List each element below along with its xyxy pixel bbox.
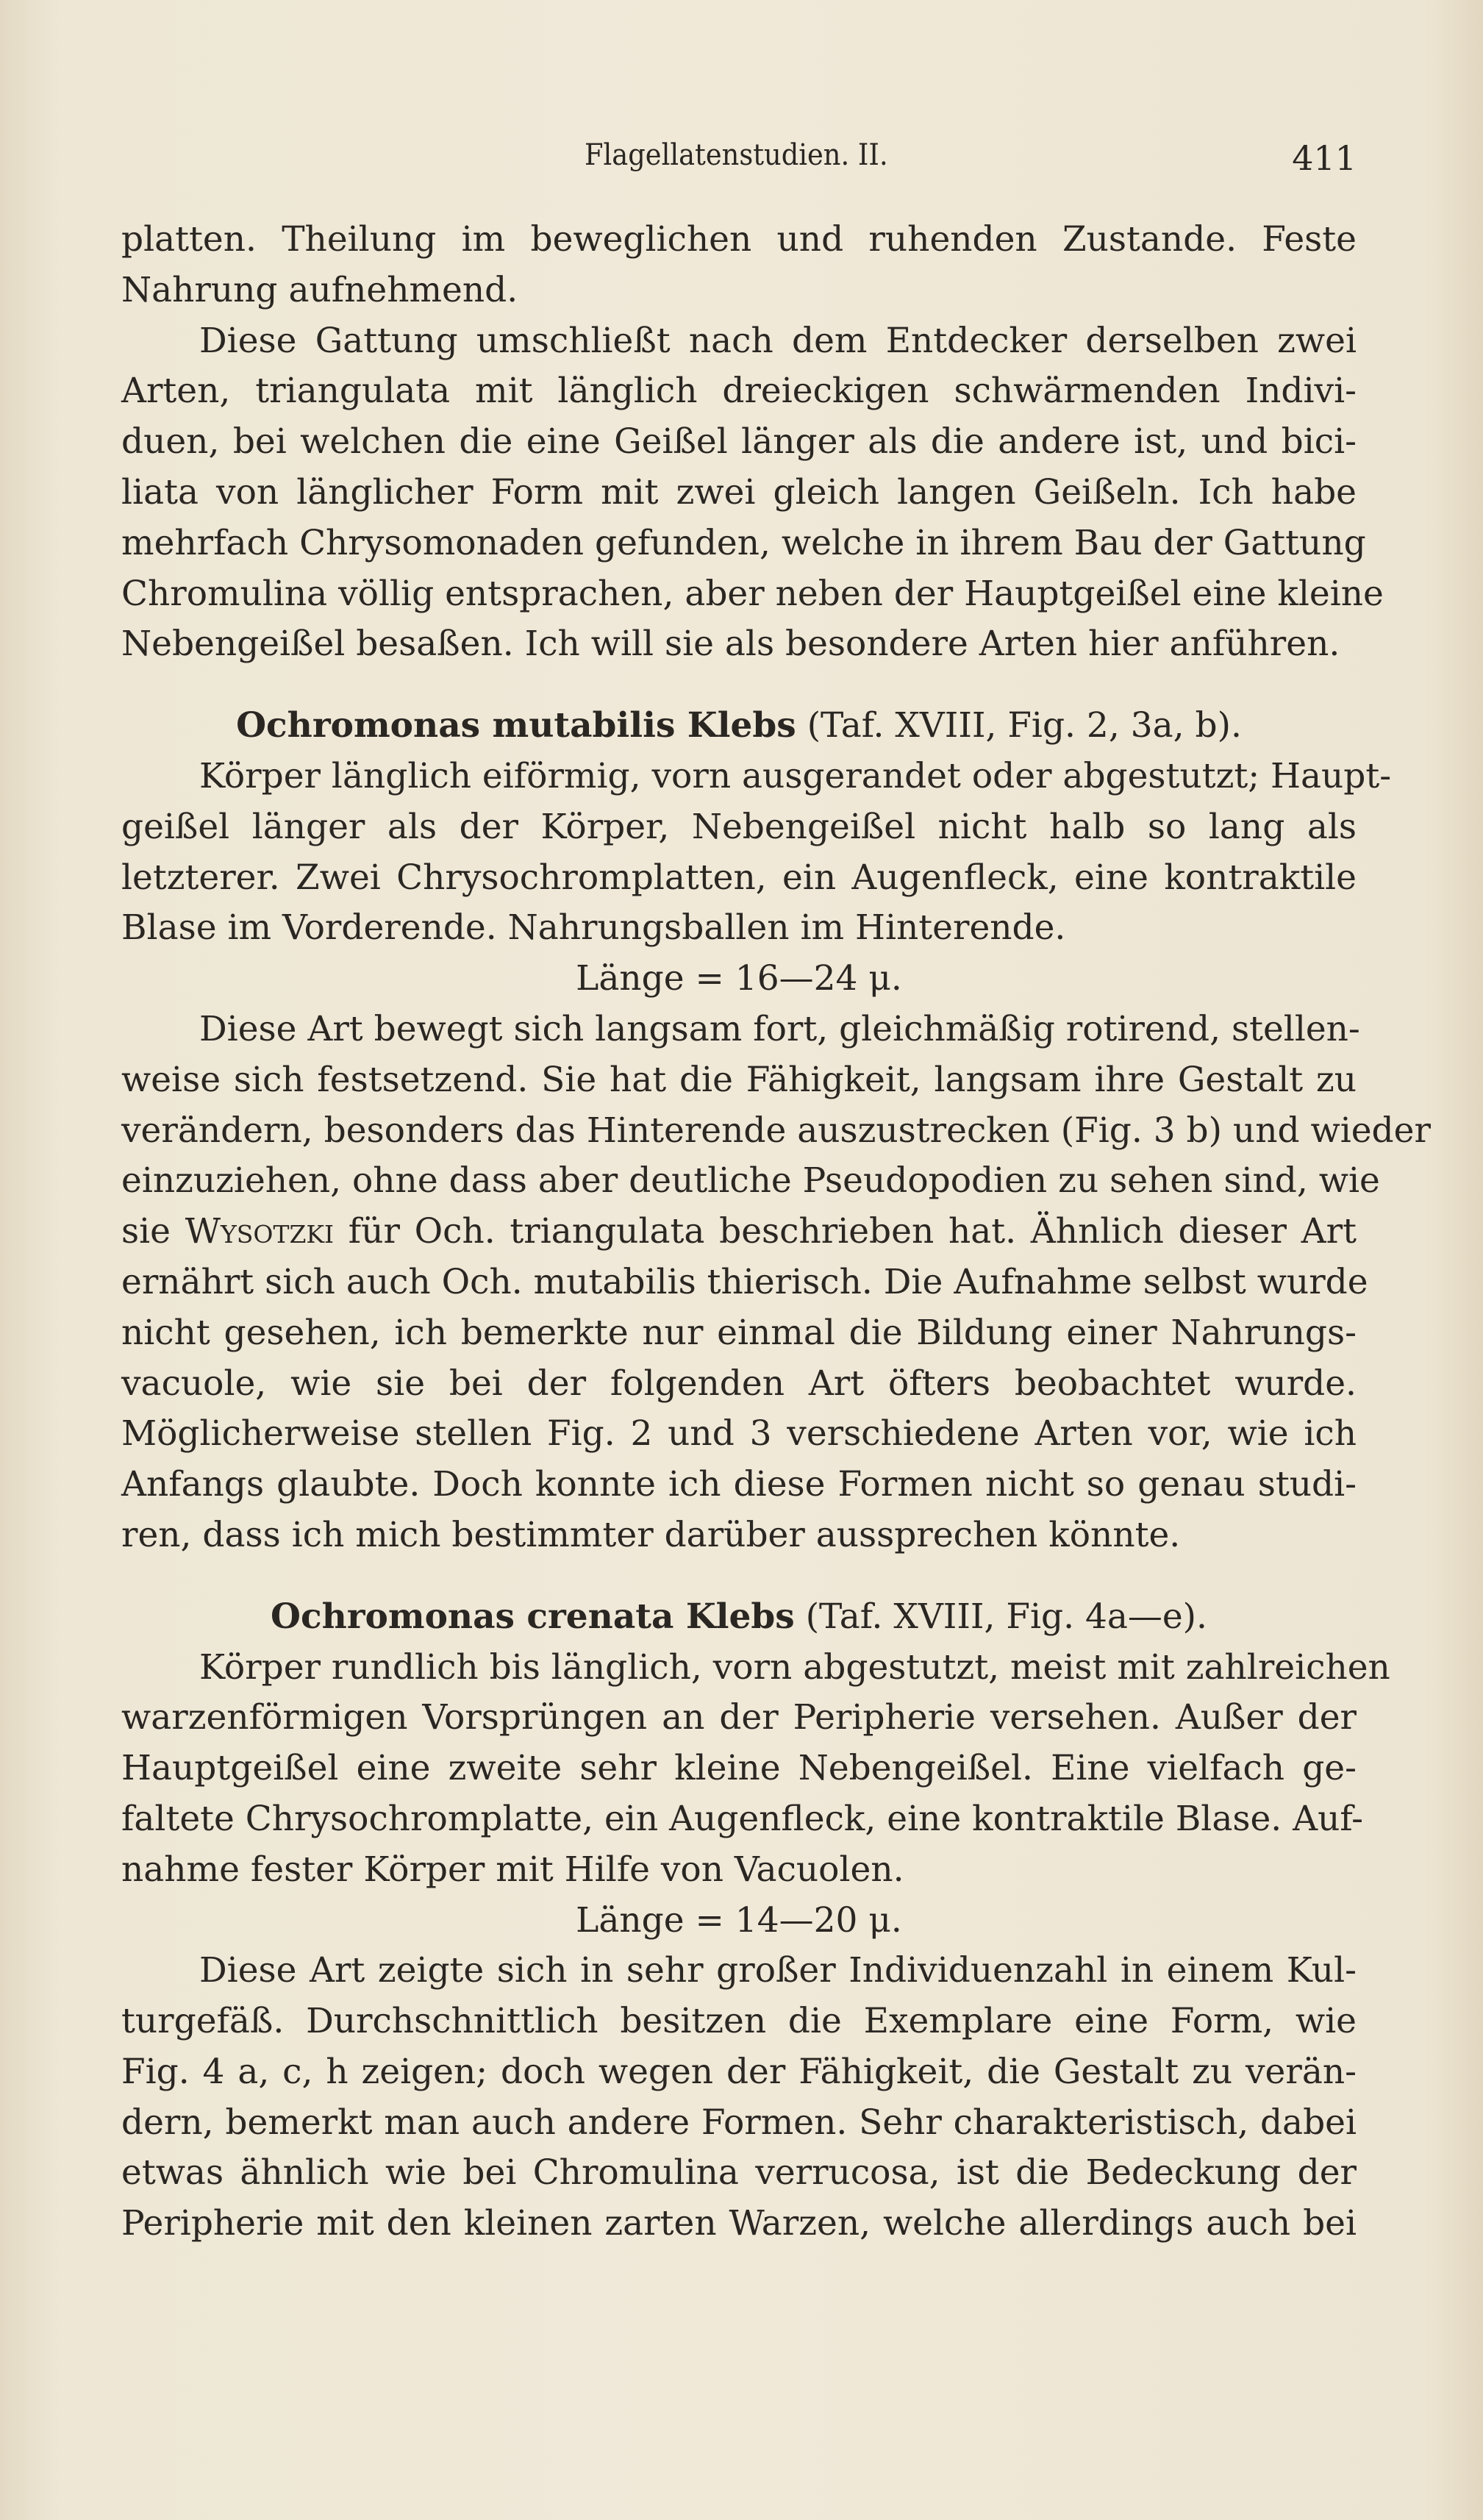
text-line: Diese Art zeigte sich in sehr großer Individuenzahl in einem Kul- bbox=[199, 1950, 1357, 1991]
page-number: 411 bbox=[1292, 138, 1357, 178]
text-line: Möglicherweise stellen Fig. 2 und 3 verschiedene Arten vor, wie ich bbox=[121, 1413, 1357, 1454]
text-line: nahme fester Körper mit Hilfe von Vacuolen. bbox=[121, 1849, 904, 1890]
text-line: Diese Gattung umschließt nach dem Entdecker derselben zwei bbox=[199, 320, 1357, 361]
text-line: ernährt sich auch Och. mutabilis thierisch. Die Aufnahme selbst wurde bbox=[121, 1261, 1368, 1302]
text-line: einzuziehen, ohne dass aber deutliche Pseudopodien zu sehen sind, wie bbox=[121, 1160, 1380, 1202]
text-line: Nahrung aufnehmend. bbox=[121, 269, 518, 310]
text-line: mehrfach Chrysomonaden gefunden, welche in ihrem Bau der Gattung bbox=[121, 522, 1366, 563]
text-line: Blase im Vorderende. Nahrungsballen im Hinterende. bbox=[121, 907, 1066, 949]
text-line: vacuole, wie sie bei der folgenden Art öfters beobachtet wurde. bbox=[121, 1363, 1357, 1404]
text-line: nicht gesehen, ich bemerkte nur einmal die Bildung einer Nahrungs- bbox=[121, 1312, 1357, 1353]
species-name: Ochromonas mutabilis Klebs bbox=[236, 705, 796, 746]
text-line: Nebengeißel besaßen. Ich will sie als besondere Arten hier anführen. bbox=[121, 624, 1340, 665]
section-gap bbox=[121, 670, 1357, 701]
running-title: Flagellatenstudien. II. bbox=[585, 138, 888, 172]
author-name: Wysotzki bbox=[185, 1211, 335, 1252]
text-line: dern, bemerkt man auch andere Formen. Sehr charakteristisch, dabei bbox=[121, 2102, 1357, 2143]
text-line: platten. Theilung im beweglichen und ruhenden Zustande. Feste bbox=[121, 219, 1357, 260]
text-line: verändern, besonders das Hinterende auszustrecken (Fig. 3 b) und wieder bbox=[121, 1110, 1431, 1151]
text-line: Chromulina völlig entsprachen, aber neben der Hauptgeißel eine kleine bbox=[121, 573, 1384, 614]
text-line: letzterer. Zwei Chrysochromplatten, ein Augenfleck, eine kontraktile bbox=[121, 857, 1357, 898]
text-fragment: für Och. triangulata beschrieben hat. Ähnlich dieser Art bbox=[348, 1211, 1357, 1252]
text-line bbox=[121, 1207, 1357, 1257]
species-name: Ochromonas crenata Klebs bbox=[271, 1596, 795, 1637]
text-line: weise sich festsetzend. Sie hat die Fähigkeit, langsam ihre Gestalt zu bbox=[121, 1059, 1357, 1100]
size-measurement: Länge = 14—20 μ. bbox=[576, 1899, 902, 1941]
page-header bbox=[121, 138, 1357, 182]
species-reference: (Taf. XVIII, Fig. 2, 3a, b). bbox=[807, 705, 1242, 746]
text-line: Körper länglich eiförmig, vorn ausgerandet oder abgestutzt; Haupt- bbox=[199, 755, 1392, 796]
text-line: Hauptgeißel eine zweite sehr kleine Nebengeißel. Eine vielfach ge- bbox=[121, 1748, 1357, 1789]
section-gap bbox=[121, 1561, 1357, 1592]
text-line: Körper rundlich bis länglich, vorn abgestutzt, meist mit zahlreichen bbox=[199, 1646, 1390, 1688]
text-line: Anfangs glaubte. Doch konnte ich diese Formen nicht so genau studi- bbox=[121, 1464, 1357, 1505]
species-reference: (Taf. XVIII, Fig. 4a—e). bbox=[805, 1596, 1207, 1637]
text-line: turgefäß. Durchschnittlich besitzen die Exemplare eine Form, wie bbox=[121, 2001, 1357, 2042]
text-fragment: sie bbox=[121, 1211, 171, 1252]
text-line: Peripherie mit den kleinen zarten Warzen, welche allerdings auch bei bbox=[121, 2203, 1357, 2244]
text-line: Diese Art bewegt sich langsam fort, gleichmäßig rotirend, stellen- bbox=[199, 1008, 1360, 1049]
text-line: Fig. 4 a, c, h zeigen; doch wegen der Fähigkeit, die Gestalt zu verän- bbox=[121, 2051, 1357, 2092]
text-line: ren, dass ich mich bestimmter darüber aussprechen könnte. bbox=[121, 1514, 1181, 1555]
text-line: geißel länger als der Körper, Nebengeißel nicht halb so lang als bbox=[121, 806, 1357, 847]
text-line: faltete Chrysochromplatte, ein Augenfleck, eine kontraktile Blase. Auf- bbox=[121, 1798, 1363, 1839]
species-heading bbox=[121, 701, 1357, 752]
species-heading bbox=[121, 1592, 1357, 1643]
text-line: liata von länglicher Form mit zwei gleich langen Geißeln. Ich habe bbox=[121, 471, 1357, 513]
text-line: duen, bei welchen die eine Geißel länger als die andere ist, und bici- bbox=[121, 421, 1357, 463]
text-line: etwas ähnlich wie bei Chromulina verrucosa, ist die Bedeckung der bbox=[121, 2152, 1357, 2194]
page-body bbox=[121, 215, 1431, 2249]
size-measurement: Länge = 16—24 μ. bbox=[576, 958, 902, 999]
text-line: warzenförmigen Vorsprüngen an der Peripherie versehen. Außer der bbox=[121, 1697, 1357, 1738]
text-line: Arten, triangulata mit länglich dreieckigen schwärmenden Indivi- bbox=[121, 371, 1357, 412]
